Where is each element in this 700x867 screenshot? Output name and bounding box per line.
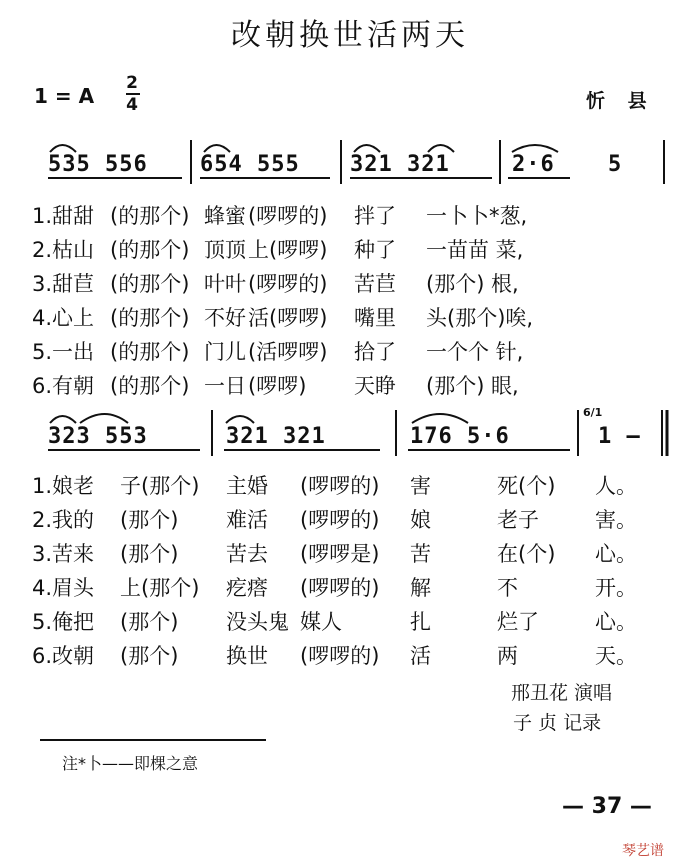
lyric-part1-line-5-seg-3: 门儿 bbox=[204, 340, 246, 364]
lyric-part1-line-1-seg-2: (的那个) bbox=[110, 204, 190, 228]
lyric-part2-line-6-seg-4: (啰啰的) bbox=[300, 644, 380, 668]
lyric-part2-line-2-seg-2: (那个) bbox=[120, 508, 179, 532]
lyric-part2-line-1-seg-7: 人。 bbox=[595, 474, 637, 498]
measure-2: 654 555 bbox=[200, 152, 300, 177]
lyric-part2-line-1-seg-2: 子(那个) bbox=[120, 474, 200, 498]
measure-1: 535 556 bbox=[48, 152, 148, 177]
song-title: 改朝换世活两天 bbox=[231, 18, 469, 53]
recorder-credit: 子 贞 记录 bbox=[513, 712, 602, 734]
lyric-part2-line-3-seg-3: 苦去 bbox=[226, 542, 268, 566]
lyric-part2-line-6-seg-3: 换世 bbox=[226, 644, 268, 668]
time-top: 2 bbox=[126, 73, 138, 93]
lyric-part1-line-1-seg-4: (啰啰的) bbox=[248, 204, 328, 228]
lyric-part2-line-3-seg-7: 心。 bbox=[595, 542, 637, 566]
lyric-part1-line-6-seg-3: 一日 bbox=[204, 374, 246, 398]
lyric-part2-line-2-seg-4: (啰啰的) bbox=[300, 508, 380, 532]
lyric-part2-line-3-seg-2: (那个) bbox=[120, 542, 179, 566]
lyric-part1-line-1-seg-1: 1.甜甜 bbox=[32, 204, 95, 228]
measure-8: 176 5·6 bbox=[410, 424, 510, 449]
page-number: — 37 — bbox=[562, 794, 652, 819]
lyric-part2-line-2-seg-7: 害。 bbox=[595, 508, 637, 532]
lyric-part2-line-2-seg-6: 老子 bbox=[497, 508, 539, 532]
lyric-part2-line-5-seg-2: (那个) bbox=[120, 610, 179, 634]
lyric-part1-line-4-seg-2: (的那个) bbox=[110, 306, 190, 330]
lyric-part2-line-6-seg-7: 天。 bbox=[595, 644, 637, 668]
lyric-part2-line-4-seg-4: (啰啰的) bbox=[300, 576, 380, 600]
lyric-part2-line-1-seg-1: 1.娘老 bbox=[32, 474, 95, 498]
lyric-part2-line-4-seg-5: 解 bbox=[410, 576, 431, 600]
lyric-part2-line-2-seg-3: 难活 bbox=[226, 508, 268, 532]
lyric-part1-line-5-seg-2: (的那个) bbox=[110, 340, 190, 364]
lyric-part1-line-3-seg-3: 叶叶 bbox=[204, 272, 246, 296]
lyric-part2-line-4-seg-6: 不 bbox=[497, 576, 518, 600]
lyric-part1-line-6-seg-6: (那个) 眼, bbox=[426, 374, 519, 398]
lyric-part2-line-5-seg-4: 媒人 bbox=[300, 610, 342, 634]
footnote: 注*卜——即棵之意 bbox=[62, 754, 199, 773]
watermark-logo: 琴艺谱 bbox=[622, 843, 664, 859]
lyric-part2-line-5-seg-1: 5.俺把 bbox=[32, 610, 95, 634]
lyric-part1-line-6-seg-5: 天睁 bbox=[354, 374, 396, 398]
lyric-part2-line-1-seg-6: 死(个) bbox=[497, 474, 556, 498]
measure-5: 5 bbox=[608, 152, 623, 177]
lyric-part1-line-5-seg-1: 5.一出 bbox=[32, 340, 95, 364]
key-signature: 1 = A bbox=[34, 84, 95, 108]
lyric-part2-line-5-seg-7: 心。 bbox=[595, 610, 637, 634]
lyric-part2-line-3-seg-5: 苦 bbox=[410, 542, 431, 566]
time-bottom: 4 bbox=[126, 95, 138, 115]
lyric-part1-line-2-seg-2: (的那个) bbox=[110, 238, 190, 262]
lyric-part2-line-1-seg-5: 害 bbox=[410, 474, 431, 498]
singer-credit: 邢丑花 演唱 bbox=[511, 682, 613, 704]
lyric-part1-line-1-seg-5: 拌了 bbox=[354, 204, 396, 228]
lyric-part1-line-5-seg-6: 一个个 针, bbox=[426, 340, 524, 364]
source-region: 忻 县 bbox=[586, 90, 655, 112]
lyric-part1-line-5-seg-5: 拾了 bbox=[354, 340, 396, 364]
lyric-part1-line-2-seg-4: 上(啰啰) bbox=[248, 238, 328, 262]
lyric-part2-line-1-seg-3: 主婚 bbox=[226, 474, 268, 498]
lyric-part1-line-2-seg-6: 一苗苗 菜, bbox=[426, 238, 524, 262]
measure-7: 321 321 bbox=[226, 424, 326, 449]
lyric-part2-line-2-seg-1: 2.我的 bbox=[32, 508, 95, 532]
lyric-part2-line-4-seg-7: 开。 bbox=[595, 576, 637, 600]
measure-3: 321 321 bbox=[350, 152, 450, 177]
measure-9: 1 — bbox=[598, 424, 641, 449]
lyric-part2-line-4-seg-1: 4.眉头 bbox=[32, 576, 95, 600]
lyric-part1-line-4-seg-4: 活(啰啰) bbox=[248, 306, 328, 330]
lyric-part1-line-1-seg-6: 一卜卜*葱, bbox=[426, 204, 528, 228]
fermata-mark: 6/1 bbox=[583, 406, 603, 419]
lyric-part2-line-4-seg-2: 上(那个) bbox=[120, 576, 200, 600]
lyric-part2-line-3-seg-6: 在(个) bbox=[497, 542, 556, 566]
lyric-part2-line-3-seg-4: (啰啰是) bbox=[300, 542, 380, 566]
lyric-part1-line-6-seg-2: (的那个) bbox=[110, 374, 190, 398]
lyric-part1-line-4-seg-1: 4.心上 bbox=[32, 306, 95, 330]
lyric-part1-line-3-seg-5: 苦苣 bbox=[354, 272, 396, 296]
measure-4: 2·6 bbox=[512, 152, 555, 177]
lyric-part1-line-2-seg-5: 种了 bbox=[354, 238, 396, 262]
lyric-part1-line-3-seg-4: (啰啰的) bbox=[248, 272, 328, 296]
lyric-part2-line-4-seg-3: 疙瘩 bbox=[226, 576, 268, 600]
lyric-part2-line-1-seg-4: (啰啰的) bbox=[300, 474, 380, 498]
lyric-part1-line-3-seg-1: 3.甜苣 bbox=[32, 272, 95, 296]
lyric-part1-line-4-seg-5: 嘴里 bbox=[354, 306, 396, 330]
lyric-part1-line-6-seg-1: 6.有朝 bbox=[32, 374, 95, 398]
lyric-part1-line-5-seg-4: (活啰啰) bbox=[248, 340, 328, 364]
time-signature bbox=[124, 74, 140, 114]
measure-6: 323 553 bbox=[48, 424, 148, 449]
lyric-part2-line-6-seg-2: (那个) bbox=[120, 644, 179, 668]
lyric-part2-line-5-seg-3: 没头鬼 bbox=[226, 610, 289, 634]
lyric-part2-line-3-seg-1: 3.苦来 bbox=[32, 542, 95, 566]
lyric-part1-line-4-seg-6: 头(那个)唉, bbox=[426, 306, 534, 330]
lyric-part1-line-3-seg-6: (那个) 根, bbox=[426, 272, 519, 296]
lyric-part1-line-2-seg-1: 2.枯山 bbox=[32, 238, 95, 262]
lyric-part2-line-6-seg-5: 活 bbox=[410, 644, 431, 668]
lyric-part2-line-6-seg-6: 两 bbox=[497, 644, 518, 668]
lyric-part2-line-5-seg-5: 扎 bbox=[410, 610, 431, 634]
lyric-part2-line-5-seg-6: 烂了 bbox=[497, 610, 539, 634]
lyric-part1-line-3-seg-2: (的那个) bbox=[110, 272, 190, 296]
lyric-part1-line-6-seg-4: (啰啰) bbox=[248, 374, 307, 398]
lyric-part1-line-4-seg-3: 不好 bbox=[204, 306, 246, 330]
lyric-part1-line-2-seg-3: 顶顶 bbox=[204, 238, 246, 262]
lyric-part2-line-2-seg-5: 娘 bbox=[410, 508, 431, 532]
lyric-part2-line-6-seg-1: 6.改朝 bbox=[32, 644, 95, 668]
lyric-part1-line-1-seg-3: 蜂蜜 bbox=[204, 204, 246, 228]
